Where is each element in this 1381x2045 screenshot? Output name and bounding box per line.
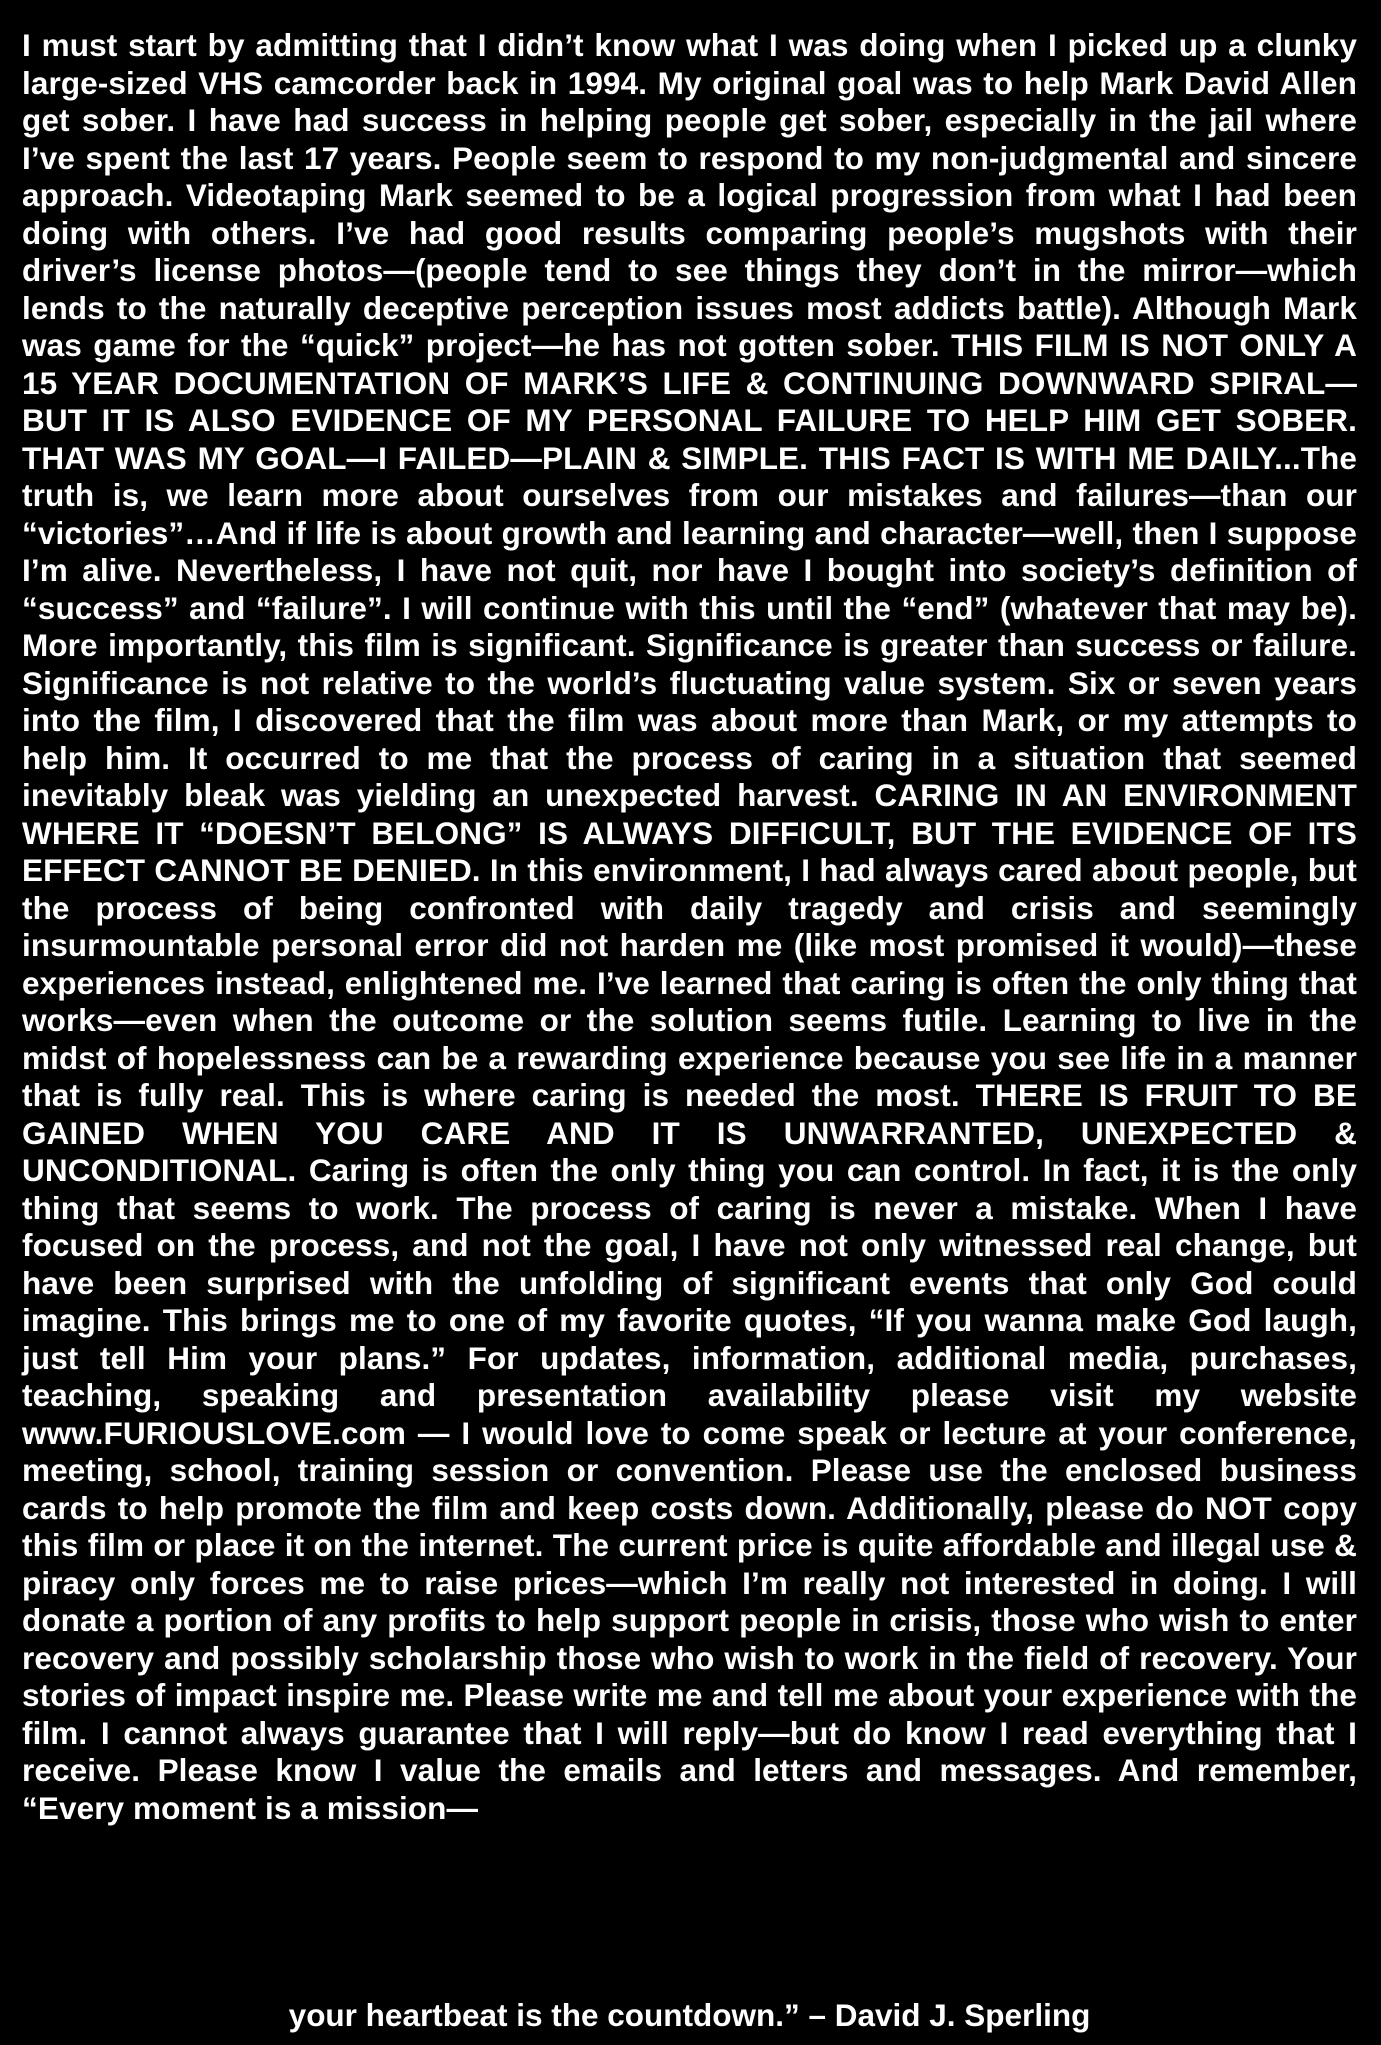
closing-quote-signature: your heartbeat is the countdown.” – David J. Sperling bbox=[288, 1997, 1091, 2033]
statement-body-text: I must start by admitting that I didn’t know what I was doing when I picked up a clunky large-sized VHS camcorder back in 1994. My original goal was to help Mark David Allen get sober. I have had success in helping people get sober, especially in the jail where I’ve spent the last 17 years. People seem to respond to my non-judgmental and sincere approach. Videotaping Mark seemed to be a logical progression from what I had been doing with others. I’ve had good results comparing people’s mugshots with their driver’s license photos—(people tend to see things they don’t in the mirror—which lends to the naturally deceptive perception issues most addicts battle). Although Mark was game for the “quick” project—he has not gotten sober. THIS FILM IS NOT ONLY A 15 YEAR DOCUMENTATION OF MARK’S LIFE & CONTINUING DOWNWARD SPIRAL—BUT IT IS ALSO EVIDENCE OF MY PERSONAL FAILURE TO HELP HIM GET SOBER. THAT WAS MY GOAL—I FAILED—PLAIN & SIMPLE. THIS FACT IS WITH ME DAILY...The truth is, we learn more about ourselves from our mistakes and failures—than our “victories”…And if life is about growth and learning and character—well, then I suppose I’m alive. Nevertheless, I have not quit, nor have I bought into society’s definition of “success” and “failure”. I will continue with this until the “end” (whatever that may be). More importantly, this film is significant. Significance is greater than success or failure. Significance is not relative to the world’s fluctuating value system. Six or seven years into the film, I discovered that the film was about more than Mark, or my attempts to help him. It occurred to me that the process of caring in a situation that seemed inevitably bleak was yielding an unexpected harvest. CARING IN AN ENVIRONMENT WHERE IT “DOESN’T BELONG” IS ALWAYS DIFFICULT, BUT THE EVIDENCE OF ITS EFFECT CANNOT BE DENIED. In this environment, I had always cared about people, but the process of being confronted with daily tragedy and crisis and seemingly insurmountable personal error did not harden me (like most promised it would)—these experiences instead, enlightened me. I’ve learned that caring is often the only thing that works—even when the outcome or the solution seems futile. Learning to live in the midst of hopelessness can be a rewarding experience because you see life in a manner that is fully real. This is where caring is needed the most. THERE IS FRUIT TO BE GAINED WHEN YOU CARE AND IT IS UNWARRANTED, UNEXPECTED & UNCONDITIONAL. Caring is often the only thing you can control. In fact, it is the only thing that seems to work. The process of caring is never a mistake. When I have focused on the process, and not the goal, I have not only witnessed real change, but have been surprised with the unfolding of significant events that only God could imagine. This brings me to one of my favorite quotes, “If you wanna make God laugh, just tell Him your plans.” For updates, information, additional media, purchases, teaching, speaking and presentation availability please visit my website www.FURIOUSLOVE.com — I would love to come speak or lecture at your conference, meeting, school, training session or convention. Please use the enclosed business cards to help promote the film and keep costs down. Additionally, please do NOT copy this film or place it on the internet. The current price is quite affordable and illegal use & piracy only forces me to raise prices—which I’m really not interested in doing. I will donate a portion of any profits to help support people in crisis, those who wish to enter recovery and possibly scholarship those who wish to work in the field of recovery. Your stories of impact inspire me. Please write me and tell me about your experience with the film. I cannot always guarantee that I will reply—but do know I read everything that I receive. Please know I value the emails and letters and messages. And remember, “Every moment is a mission— bbox=[22, 27, 1357, 1826]
